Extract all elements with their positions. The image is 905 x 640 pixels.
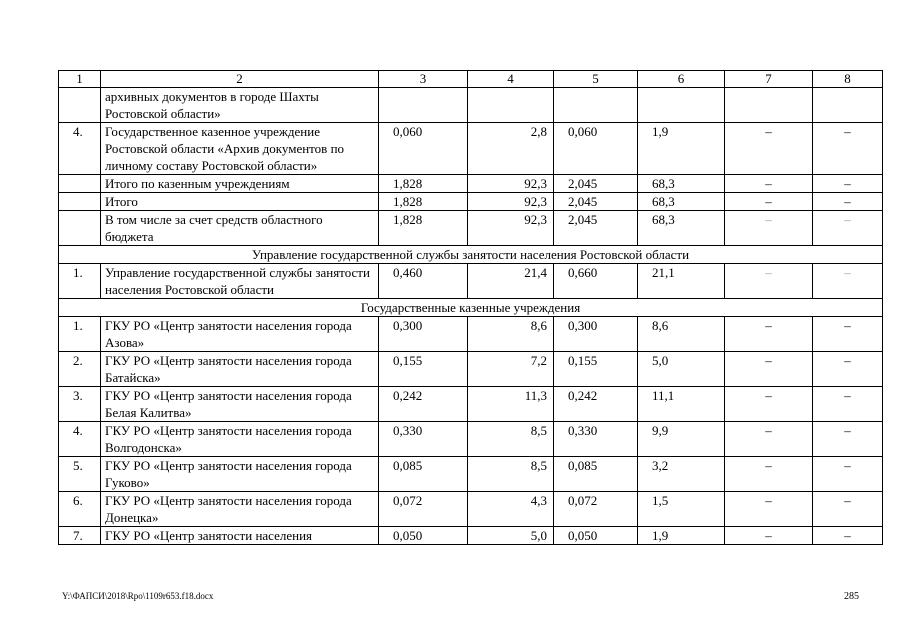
value-col-5: 0,330: [554, 422, 638, 457]
value-col-4: 11,3: [468, 387, 554, 422]
institution-name: Итого по казенным учреждениям: [101, 175, 379, 193]
value-col-4: 5,0: [468, 527, 554, 545]
row-number: 2.: [59, 352, 101, 387]
value-col-3: 0,072: [379, 492, 468, 527]
value-col-4: 8,5: [468, 422, 554, 457]
value-col-5: 0,085: [554, 457, 638, 492]
institution-name: ГКУ РО «Центр занятости населения города Белая Калитва»: [101, 387, 379, 422]
institution-name: ГКУ РО «Центр занятости населения города Волгодонска»: [101, 422, 379, 457]
value-col-7: –: [725, 422, 813, 457]
value-col-4: 2,8: [468, 123, 554, 175]
value-col-8: –: [813, 264, 883, 299]
row-number: 3.: [59, 387, 101, 422]
table-row: [59, 527, 883, 545]
institution-name: архивных документов в городе Шахты Ростовской области»: [101, 88, 379, 123]
value-col-6: 21,1: [638, 264, 725, 299]
row-number: [59, 193, 101, 211]
value-col-5: [554, 88, 638, 123]
value-col-3: 1,828: [379, 211, 468, 246]
value-col-6: 68,3: [638, 211, 725, 246]
value-col-3: 0,050: [379, 527, 468, 545]
value-col-6: 3,2: [638, 457, 725, 492]
section-header-row: [59, 299, 883, 317]
value-col-8: –: [813, 387, 883, 422]
section-header-row: [59, 246, 883, 264]
column-header: 6: [638, 71, 725, 88]
institution-name: ГКУ РО «Центр занятости населения города Батайска»: [101, 352, 379, 387]
value-col-7: –: [725, 352, 813, 387]
institution-name: ГКУ РО «Центр занятости населения: [101, 527, 379, 545]
value-col-7: –: [725, 527, 813, 545]
value-col-7: –: [725, 317, 813, 352]
value-col-5: 2,045: [554, 193, 638, 211]
column-header: 3: [379, 71, 468, 88]
row-number: 6.: [59, 492, 101, 527]
column-header: 5: [554, 71, 638, 88]
value-col-7: –: [725, 211, 813, 246]
value-col-3: 0,242: [379, 387, 468, 422]
value-col-6: 1,5: [638, 492, 725, 527]
value-col-3: 1,828: [379, 193, 468, 211]
row-number: [59, 175, 101, 193]
column-header: 2: [101, 71, 379, 88]
value-col-7: –: [725, 387, 813, 422]
value-col-6: 9,9: [638, 422, 725, 457]
row-number: 7.: [59, 527, 101, 545]
value-col-6: 68,3: [638, 193, 725, 211]
institution-name: ГКУ РО «Центр занятости населения города Донецка»: [101, 492, 379, 527]
value-col-7: –: [725, 193, 813, 211]
row-number: 5.: [59, 457, 101, 492]
row-number: [59, 88, 101, 123]
value-col-6: [638, 88, 725, 123]
table-row: [59, 457, 883, 492]
row-number: [59, 211, 101, 246]
value-col-3: [379, 88, 468, 123]
row-number: 4.: [59, 123, 101, 175]
value-col-8: –: [813, 175, 883, 193]
value-col-8: –: [813, 317, 883, 352]
column-header: 8: [813, 71, 883, 88]
value-col-7: [725, 88, 813, 123]
value-col-7: –: [725, 264, 813, 299]
value-col-6: 68,3: [638, 175, 725, 193]
row-number: 1.: [59, 264, 101, 299]
value-col-6: 11,1: [638, 387, 725, 422]
table-row: [59, 193, 883, 211]
section-title: Государственные казенные учреждения: [59, 299, 883, 317]
value-col-6: 8,6: [638, 317, 725, 352]
value-col-5: 0,050: [554, 527, 638, 545]
value-col-5: 2,045: [554, 211, 638, 246]
value-col-7: –: [725, 492, 813, 527]
institution-name: ГКУ РО «Центр занятости населения города Азова»: [101, 317, 379, 352]
row-number: 1.: [59, 317, 101, 352]
table-row: [59, 123, 883, 175]
value-col-3: 0,300: [379, 317, 468, 352]
value-col-5: 0,060: [554, 123, 638, 175]
column-header: 4: [468, 71, 554, 88]
column-header: 7: [725, 71, 813, 88]
value-col-4: [468, 88, 554, 123]
institution-name: Итого: [101, 193, 379, 211]
row-number: 4.: [59, 422, 101, 457]
table-row: [59, 387, 883, 422]
value-col-4: 8,5: [468, 457, 554, 492]
budget-table: [58, 70, 883, 545]
value-col-4: 8,6: [468, 317, 554, 352]
table-row: [59, 264, 883, 299]
institution-name: ГКУ РО «Центр занятости населения города Гуково»: [101, 457, 379, 492]
value-col-4: 4,3: [468, 492, 554, 527]
table-row: [59, 422, 883, 457]
table-row: [59, 492, 883, 527]
institution-name: Государственное казенное учреждение Ростовской области «Архив документов по личному составу Ростовской области»: [101, 123, 379, 175]
table-header-row: [59, 71, 883, 88]
value-col-3: 0,330: [379, 422, 468, 457]
value-col-8: –: [813, 193, 883, 211]
value-col-5: 0,660: [554, 264, 638, 299]
institution-name: Управление государственной службы занятости населения Ростовской области: [101, 264, 379, 299]
value-col-4: 92,3: [468, 175, 554, 193]
value-col-4: 21,4: [468, 264, 554, 299]
value-col-5: 0,155: [554, 352, 638, 387]
value-col-8: –: [813, 422, 883, 457]
table-row: [59, 175, 883, 193]
value-col-3: 0,155: [379, 352, 468, 387]
page-number: 285: [844, 591, 859, 602]
value-col-4: 92,3: [468, 211, 554, 246]
value-col-3: 1,828: [379, 175, 468, 193]
column-header: 1: [59, 71, 101, 88]
value-col-7: –: [725, 175, 813, 193]
value-col-8: –: [813, 527, 883, 545]
section-title: Управление государственной службы занятости населения Ростовской области: [59, 246, 883, 264]
value-col-8: –: [813, 211, 883, 246]
table-row: [59, 352, 883, 387]
value-col-8: –: [813, 352, 883, 387]
value-col-5: 0,072: [554, 492, 638, 527]
value-col-3: 0,085: [379, 457, 468, 492]
footer-file-path: Y:\ФАПСИ\2018\Rpo\1109r653.f18.docx: [62, 591, 214, 601]
value-col-7: –: [725, 457, 813, 492]
value-col-4: 7,2: [468, 352, 554, 387]
value-col-3: 0,460: [379, 264, 468, 299]
value-col-8: –: [813, 457, 883, 492]
value-col-8: –: [813, 492, 883, 527]
value-col-6: 5,0: [638, 352, 725, 387]
value-col-4: 92,3: [468, 193, 554, 211]
table-row: [59, 317, 883, 352]
value-col-6: 1,9: [638, 123, 725, 175]
value-col-7: –: [725, 123, 813, 175]
institution-name: В том числе за счет средств областного бюджета: [101, 211, 379, 246]
table-row: [59, 88, 883, 123]
value-col-5: 0,242: [554, 387, 638, 422]
value-col-8: [813, 88, 883, 123]
value-col-6: 1,9: [638, 527, 725, 545]
value-col-8: –: [813, 123, 883, 175]
value-col-5: 0,300: [554, 317, 638, 352]
value-col-3: 0,060: [379, 123, 468, 175]
value-col-5: 2,045: [554, 175, 638, 193]
table-row: [59, 211, 883, 246]
